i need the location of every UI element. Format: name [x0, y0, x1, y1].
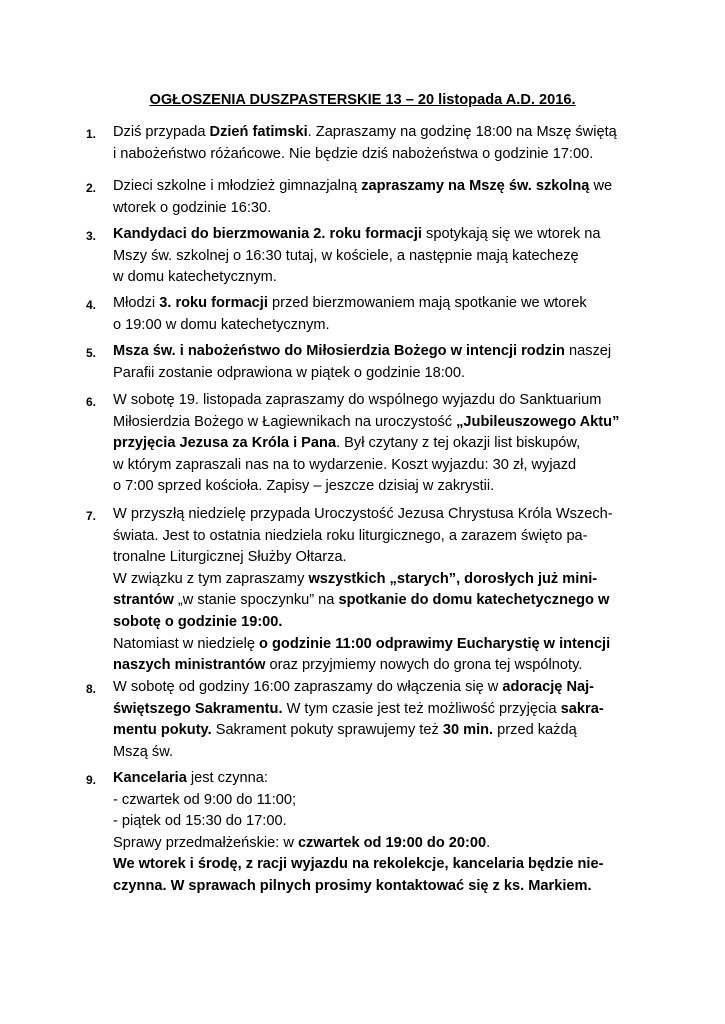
text-line	[113, 569, 653, 591]
item-number: 4.	[86, 298, 97, 312]
item-text	[113, 768, 653, 898]
item-text	[113, 122, 653, 165]
item-text	[113, 224, 653, 289]
bold-text: Kandydaci do bierzmowania 2. roku formacji	[113, 226, 422, 242]
item-text	[113, 390, 653, 498]
text-run: przed bierzmowaniem mają spotkanie we wtorek	[267, 295, 587, 311]
text-run: Dzieci szkolne i młodzież gimnazjalną	[113, 178, 362, 194]
text-run: - piątek od 15:30 do 17:00.	[113, 813, 287, 830]
text-line	[113, 390, 653, 412]
text-run: we	[589, 178, 613, 194]
text-line	[113, 412, 653, 434]
item-text	[113, 176, 653, 219]
text-run: W przyszłą niedzielę przypada Uroczystość Jezusa Chrystusa Króla Wszech-	[113, 506, 613, 522]
item-number: 6.	[86, 395, 97, 409]
text-line	[113, 224, 653, 246]
text-run: W sobotę od godziny 16:00 zapraszamy do włączenia się w	[113, 679, 503, 695]
text-run: Mszą św.	[113, 743, 174, 760]
text-run: Młodzi	[113, 295, 160, 311]
text-line	[113, 293, 653, 315]
text-run: o 19:00 w domu katechetycznym.	[113, 316, 330, 333]
text-run: W tym czasie jest też możliwość przyjęcia	[282, 700, 561, 717]
text-line	[113, 790, 653, 812]
text-run: i nabożeństwo różańcowe. Nie będzie dziś nabożeństwa o godzinie 17:00.	[113, 145, 594, 162]
text-run: naszej	[564, 343, 612, 359]
text-line	[113, 634, 653, 656]
text-run: jest czynna:	[186, 770, 268, 786]
text-line	[113, 144, 653, 166]
bold-text: czynna. W sprawach pilnych prosimy kontaktować się z ks. Markiem.	[113, 877, 592, 894]
item-text	[113, 677, 653, 763]
text-run: świata. Jest to ostatnia niedziela roku liturgicznego, a zarazem święto pa-	[113, 527, 588, 544]
bold-text: „Jubileuszowego Aktu”	[456, 413, 620, 430]
text-run: W związku z tym zapraszamy	[113, 570, 309, 587]
item-number: 7.	[86, 509, 97, 523]
text-line	[113, 677, 653, 699]
bold-text: adorację Naj-	[502, 679, 595, 695]
item-number: 9.	[86, 773, 97, 787]
text-run: w domu katechetycznym.	[113, 269, 277, 286]
bold-text: wszystkich „starych”, dorosłych już mini-	[308, 570, 598, 587]
bold-text: We wtorek i środę, z racji wyjazdu na rekolekcje, kancelaria będzie nie-	[113, 856, 604, 873]
bold-text: przyjęcia Jezusa za Króla i Pana	[113, 435, 337, 452]
text-line	[113, 433, 653, 455]
text-run: w którym zapraszali nas na to wydarzenie. Koszt wyjazdu: 30 zł, wyjazd	[113, 456, 577, 473]
bold-text: spotkanie do domu katechetycznego w	[338, 592, 610, 609]
bold-text: 30 min.	[442, 722, 494, 739]
text-line	[113, 854, 653, 876]
text-run: Natomiast w niedzielę	[113, 635, 260, 652]
bold-text: sakra-	[560, 700, 604, 717]
text-run: Mszy św. szkolnej o 16:30 tutaj, w kościele, a następnie mają katechezę	[113, 247, 579, 264]
bold-text: Msza św. i nabożeństwo do Miłosierdzia Bożego w intencji rodzin	[113, 343, 565, 359]
item-number: 3.	[86, 229, 97, 243]
bold-text: naszych ministrantów	[113, 657, 266, 674]
text-line	[113, 363, 653, 385]
text-run: Sakrament pokuty sprawujemy też	[211, 722, 443, 739]
text-run: W sobotę 19. listopada zapraszamy do wspólnego wyjazdu do Sanktuarium	[113, 392, 602, 408]
item-text	[113, 341, 653, 384]
text-line	[113, 476, 653, 498]
text-line	[113, 246, 653, 268]
text-run: oraz przyjmiemy nowych do grona tej wspólnoty.	[265, 657, 583, 674]
item-number: 5.	[86, 346, 97, 360]
text-run: . Zapraszamy na godzinę 18:00 na Mszę świętą	[307, 124, 617, 140]
text-run: wtorek o godzinie 16:30.	[113, 199, 272, 216]
bold-text: 3. roku formacji	[159, 295, 268, 311]
text-line	[113, 176, 653, 198]
bold-text: Dzień fatimski	[209, 124, 308, 140]
bold-text: czwartek od 19:00 do 20:00	[297, 834, 487, 851]
page-title: OGŁOSZENIA DUSZPASTERSKIE 13 – 20 listopada A.D. 2016.	[149, 92, 576, 108]
text-line	[113, 833, 653, 855]
bold-text: strantów	[113, 592, 174, 609]
text-run: tronalne Liturgicznej Służby Ołtarza.	[113, 549, 347, 566]
text-line	[113, 811, 653, 833]
text-run: Miłosierdzia Bożego w Łagiewnikach na uroczystość	[113, 413, 457, 430]
text-line	[113, 315, 653, 337]
text-run: . Był czytany z tej okazji list biskupów,	[336, 435, 581, 452]
text-line	[113, 590, 653, 612]
text-line	[113, 198, 653, 220]
item-number: 2.	[86, 181, 97, 195]
text-line	[113, 455, 653, 477]
text-run: Parafii zostanie odprawiona w piątek o godzinie 18:00.	[113, 364, 466, 381]
text-line	[113, 504, 653, 526]
text-line	[113, 547, 653, 569]
text-line	[113, 720, 653, 742]
text-run: „w stanie spoczynku” na	[173, 592, 339, 609]
bold-text: świętszego Sakramentu.	[113, 700, 283, 717]
text-run: przed każdą	[493, 722, 577, 739]
text-run: o 7:00 sprzed kościoła. Zapisy – jeszcze dzisiaj w zakrystii.	[113, 478, 495, 495]
bold-text: Kancelaria	[113, 770, 187, 786]
item-text	[113, 504, 653, 677]
text-line	[113, 341, 653, 363]
text-run: Dziś przypada	[113, 124, 210, 140]
text-line	[113, 612, 653, 634]
text-line	[113, 655, 653, 677]
text-line	[113, 876, 653, 898]
text-line	[113, 742, 653, 764]
bold-text: sobotę o godzinie 19:00.	[113, 613, 283, 630]
text-line	[113, 122, 653, 144]
text-line	[113, 768, 653, 790]
bold-text: o godzinie 11:00 odprawimy Eucharystię w intencji	[259, 635, 611, 652]
text-run: spotykają się we wtorek na	[421, 226, 601, 242]
item-number: 8.	[86, 682, 97, 696]
text-line	[113, 699, 653, 721]
text-run: Sprawy przedmałżeńskie: w	[113, 834, 298, 851]
bold-text: zapraszamy na Mszę św. szkolną	[361, 178, 590, 194]
bold-text: mentu pokuty.	[113, 722, 212, 739]
item-text	[113, 293, 653, 336]
text-run: - czwartek od 9:00 do 11:00;	[113, 791, 297, 808]
text-line	[113, 526, 653, 548]
item-number: 1.	[86, 127, 97, 141]
text-line	[113, 267, 653, 289]
text-run: .	[486, 834, 491, 851]
